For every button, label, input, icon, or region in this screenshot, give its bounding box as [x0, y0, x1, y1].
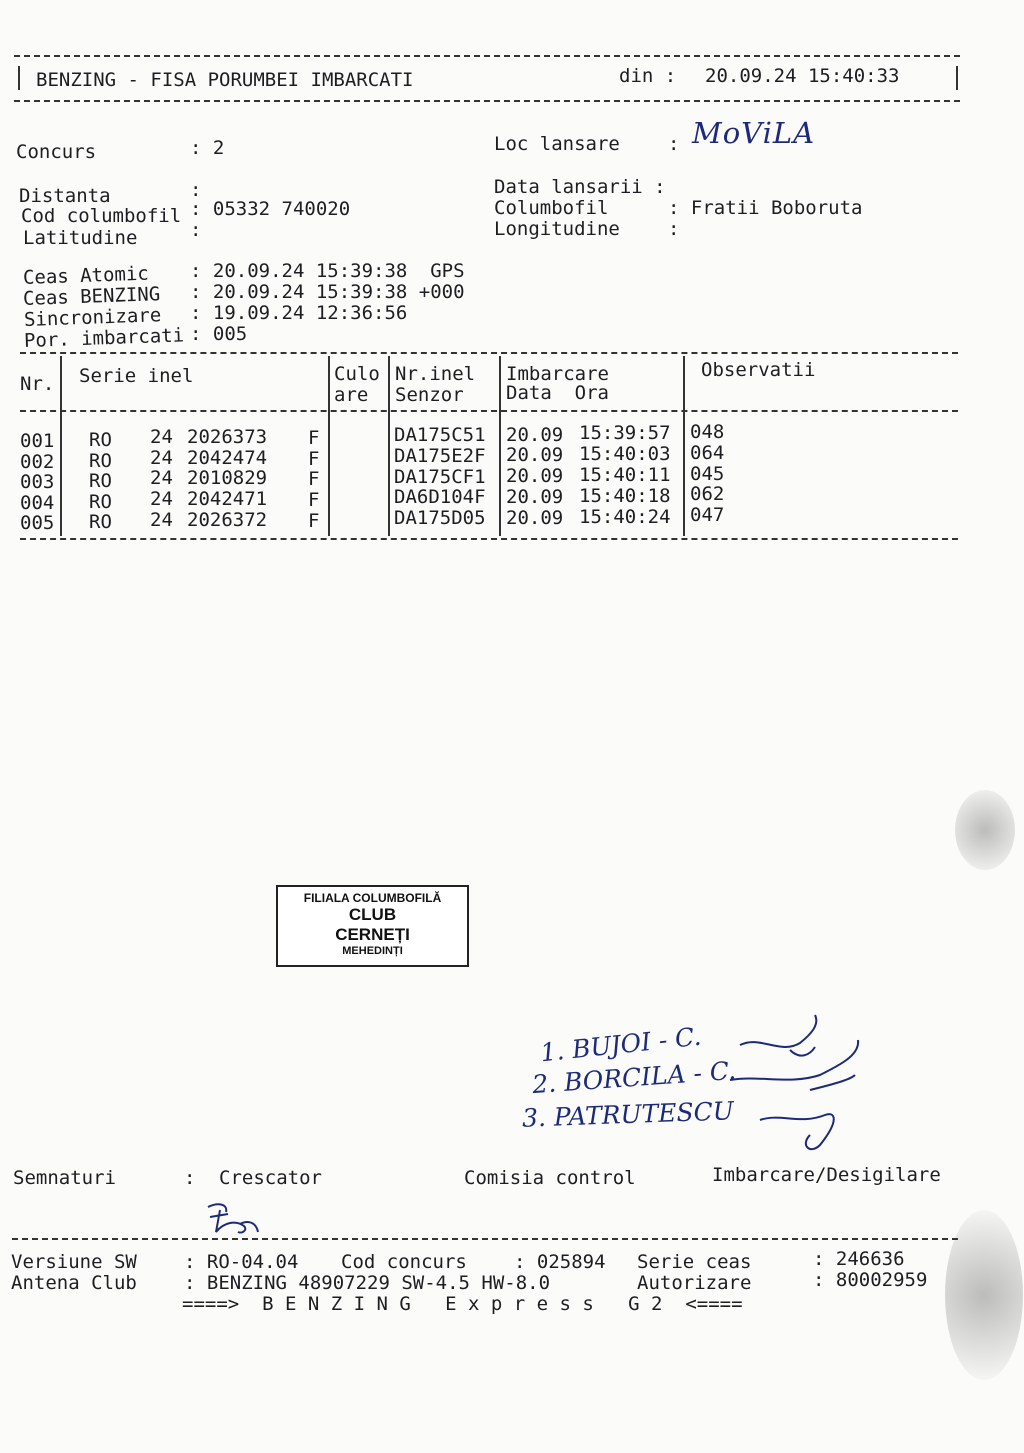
row-sex: F	[308, 468, 320, 490]
table-col-divider-5	[683, 356, 685, 536]
row-sex: F	[308, 427, 320, 449]
row-date: 20.09	[506, 486, 564, 508]
header-din-label: din :	[619, 65, 677, 87]
header-datetime: 20.09.24 15:40:33	[705, 65, 900, 87]
col-header-imbarcare-1: Imbarcare	[506, 363, 609, 385]
ceas-atomic-value: : 20.09.24 15:39:38 GPS	[190, 260, 465, 282]
longitudine-label: Longitudine	[494, 218, 620, 240]
row-sex: F	[308, 448, 320, 470]
row-nr: 004	[20, 492, 55, 514]
ceas-atomic-label: Ceas Atomic	[22, 262, 150, 289]
row-date: 20.09	[506, 424, 564, 446]
row-nr: 005	[20, 512, 55, 534]
benzing-express-banner: ====> B E N Z I N G E x p r e s s G 2 <====	[182, 1293, 743, 1315]
row-date: 20.09	[506, 444, 564, 466]
row-sensor: DA175CF1	[394, 466, 486, 488]
row-time: 15:40:03	[579, 443, 671, 465]
table-col-divider-2	[328, 356, 330, 536]
row-country: RO	[89, 511, 112, 533]
table-col-divider-3	[388, 356, 390, 536]
cod-concurs-label: Cod concurs	[341, 1251, 467, 1273]
sincronizare-value: : 19.09.24 12:36:56	[190, 302, 408, 324]
row-obs: 045	[690, 463, 725, 485]
semnaturi-colon: :	[184, 1167, 196, 1189]
loc-lansare-handwritten: MoViLA	[692, 116, 816, 150]
row-nr: 001	[20, 430, 55, 452]
row-time: 15:40:11	[579, 464, 671, 486]
col-header-inel-2: Senzor	[395, 384, 464, 406]
col-header-culoare-1: Culo	[334, 363, 380, 385]
row-ring: 2010829	[187, 467, 268, 489]
crescator-signature	[198, 1192, 268, 1242]
row-time: 15:40:24	[579, 506, 671, 528]
cod-columbofil-label: Cod columbofil	[21, 205, 182, 227]
row-ring: 2026372	[187, 509, 268, 531]
row-country: RO	[89, 429, 112, 451]
row-year: 24	[150, 426, 173, 448]
signature-scribbles	[700, 1005, 870, 1155]
commission-signature-2: 2. BORCILA - C.	[531, 1055, 737, 1100]
row-nr: 003	[20, 471, 55, 493]
cod-concurs-value: : 025894	[514, 1251, 606, 1273]
porumbei-imbarcati-label: Por. imbarcati	[23, 324, 185, 352]
row-sensor: DA175E2F	[394, 445, 486, 467]
row-year: 24	[150, 509, 173, 531]
loc-lansare-label: Loc lansare	[494, 133, 620, 155]
comisia-control-label: Comisia control	[464, 1167, 636, 1189]
row-country: RO	[89, 470, 112, 492]
table-top-border	[20, 352, 958, 354]
versiune-sw-label: Versiune SW	[11, 1251, 137, 1273]
table-col-divider-1	[60, 356, 62, 536]
concurs-label: Concurs	[16, 141, 97, 163]
table-col-divider-4	[499, 356, 501, 536]
row-year: 24	[150, 488, 173, 510]
columbofil-label: Columbofil	[494, 197, 609, 219]
col-header-culoare-2: are	[334, 384, 369, 406]
ink-smudge	[955, 790, 1015, 870]
row-country: RO	[89, 491, 112, 513]
col-header-inel-1: Nr.inel	[395, 363, 476, 385]
row-date: 20.09	[506, 507, 564, 529]
distanta-value: :	[190, 179, 202, 201]
row-obs: 064	[690, 442, 725, 464]
imbarcare-desigilare-label: Imbarcare/Desigilare	[712, 1164, 941, 1186]
row-nr: 002	[20, 451, 55, 473]
row-date: 20.09	[506, 465, 564, 487]
latitudine-value: :	[190, 219, 202, 241]
table-header-border	[20, 410, 958, 412]
antena-club-value: : BENZING 48907229 SW-4.5 HW-8.0	[184, 1272, 551, 1294]
stamp-line-1: FILIALA COLUMBOFILĂ	[303, 891, 442, 905]
stamp-line-4: MEHEDINȚI	[342, 945, 403, 957]
club-stamp	[276, 885, 469, 967]
porumbei-imbarcati-value: : 005	[190, 323, 248, 345]
sincronizare-label: Sincronizare	[23, 304, 162, 331]
col-header-imbarcare-2: Data Ora	[506, 382, 609, 404]
crescator-label: Crescator	[219, 1167, 322, 1189]
col-header-serie: Serie inel	[79, 365, 194, 387]
serie-ceas-label: Serie ceas	[637, 1251, 752, 1273]
autorizare-value: : 80002959	[813, 1269, 928, 1291]
row-ring: 2042474	[187, 447, 268, 469]
row-obs: 062	[690, 483, 725, 505]
row-sex: F	[308, 510, 320, 532]
row-sensor: DA175D05	[394, 507, 486, 529]
latitudine-label: Latitudine	[23, 227, 138, 249]
header-left-border	[18, 66, 20, 90]
row-sensor: DA6D104F	[394, 486, 486, 508]
antena-club-label: Antena Club	[11, 1272, 137, 1294]
commission-signature-1: 1. BUJOI - C.	[538, 1021, 703, 1068]
ceas-benzing-value: : 20.09.24 15:39:38 +000	[190, 281, 465, 303]
semnaturi-label: Semnaturi	[13, 1167, 116, 1189]
header-top-border	[14, 55, 960, 57]
row-time: 15:39:57	[579, 422, 671, 444]
ink-smudge	[945, 1210, 1023, 1380]
document-title: BENZING - FISA PORUMBEI IMBARCATI	[36, 69, 414, 91]
commission-signature-3: 3. PATRUTESCU	[521, 1096, 735, 1133]
row-sensor: DA175C51	[394, 424, 486, 446]
row-time: 15:40:18	[579, 485, 671, 507]
ceas-benzing-label: Ceas BENZING	[22, 283, 161, 310]
col-header-observatii: Observatii	[701, 359, 816, 381]
data-lansarii-label: Data lansarii :	[494, 176, 666, 198]
row-ring: 2042471	[187, 488, 268, 510]
serie-ceas-value: : 246636	[813, 1248, 905, 1270]
distanta-label: Distanta	[19, 185, 111, 207]
row-ring: 2026373	[187, 426, 268, 448]
columbofil-value: : Fratii Boboruta	[668, 197, 863, 219]
autorizare-label: Autorizare	[637, 1272, 752, 1294]
row-year: 24	[150, 467, 173, 489]
table-bottom-border	[20, 538, 958, 540]
versiune-sw-value: : RO-04.04	[184, 1251, 299, 1273]
row-obs: 048	[690, 421, 725, 443]
col-header-nr: Nr.	[20, 373, 55, 395]
footer-top-border	[12, 1238, 958, 1240]
row-sex: F	[308, 489, 320, 511]
cod-columbofil-value: : 05332 740020	[190, 198, 351, 220]
row-obs: 047	[690, 504, 725, 526]
stamp-line-3: CERNEȚI	[335, 925, 410, 944]
longitudine-value: :	[668, 218, 680, 240]
stamp-line-2: CLUB	[348, 905, 397, 924]
header-right-border	[956, 66, 958, 90]
row-country: RO	[89, 450, 112, 472]
concurs-value: : 2	[190, 137, 225, 159]
row-year: 24	[150, 447, 173, 469]
loc-lansare-colon: :	[668, 133, 680, 155]
header-bottom-border	[14, 100, 960, 102]
